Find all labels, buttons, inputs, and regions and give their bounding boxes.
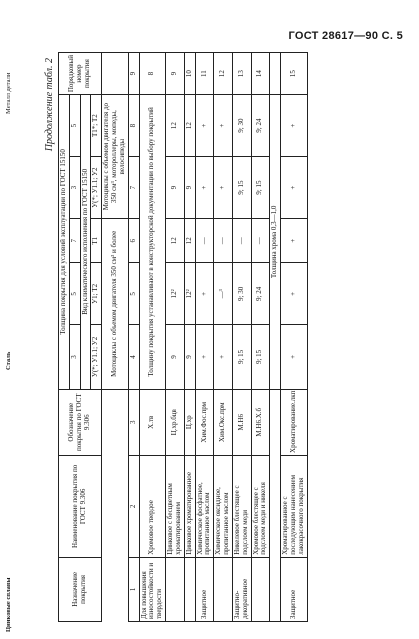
cell-name: Хромовое твердое — [139, 455, 165, 557]
header-condition-2: 5 — [69, 263, 80, 325]
table-row — [281, 53, 307, 622]
cell-purpose: Защитное — [281, 557, 307, 621]
col-number-7: 7 — [128, 157, 139, 219]
cell-row-number: 10 — [184, 53, 195, 95]
cell-name: Химическое фосфатное, пропитанное маслом — [195, 455, 214, 557]
col-number-9: 9 — [128, 53, 139, 95]
cell-value: — — [251, 219, 270, 263]
header-group-moto: Мотоциклы с объемом двигателя 350 см³ и более — [102, 219, 128, 389]
cell-value: —³ — [214, 263, 233, 325]
cell-value: 12 — [166, 219, 185, 263]
col-number-3: 3 — [128, 389, 139, 455]
cell-value: + — [214, 157, 233, 219]
cell-purpose — [251, 557, 270, 621]
cell-purpose — [166, 557, 185, 621]
cell-value: + — [281, 263, 307, 325]
cell-value: + — [195, 325, 214, 389]
cell-designation: Ц.хр.бцв — [166, 389, 185, 455]
cell-name: Химическое оксидное, пропитанное маслом — [214, 455, 233, 557]
header-condition-4: 3 — [69, 157, 80, 219]
cell-value: 9 — [184, 157, 195, 219]
col-number-1: 1 — [128, 557, 139, 621]
cell-span-note: Толщину покрытия устанавливают в конструкторской документации по выбору покрытий — [139, 95, 165, 389]
cell-value: 9; 30 — [232, 263, 251, 325]
cell-value: — — [232, 219, 251, 263]
header-climate-1: У(*; У1.1; У2 — [91, 325, 102, 389]
cell-value: + — [281, 219, 307, 263]
header-group-moped: Мотоциклы с объемом двигателя до 350 см³, мотороллеры, мопеды, велосипеды — [102, 95, 128, 219]
cell-row-number: 12 — [214, 53, 233, 95]
header-name: Наименование покрытия по ГОСТ 9.306 — [59, 455, 102, 557]
header-climate: Вид климатического исполнения по ГОСТ 15150 — [80, 95, 91, 389]
table-row — [251, 53, 270, 622]
page-header: ГОСТ 28617—90 С. 5 — [288, 30, 403, 42]
col-number-6: 6 — [128, 219, 139, 263]
cell-value: + — [214, 325, 233, 389]
cell-designation: Ц.хр — [184, 389, 195, 455]
cell-value: — — [195, 219, 214, 263]
cell-name: Никелевое блестящее с подслоем меди — [232, 455, 251, 557]
cell-designation: Хим.Фос.прм — [195, 389, 214, 455]
side-label-metal: Металл детали — [5, 72, 12, 114]
cell-designation: Х.тв — [139, 389, 165, 455]
col-number-8: 8 — [128, 95, 139, 157]
header-condition-3: 7 — [69, 219, 80, 263]
cell-purpose: Защитно-декоративное — [232, 557, 251, 621]
cell-value: + — [195, 157, 214, 219]
cell-name: Цинковое хроматированное — [184, 455, 195, 557]
header-condition-1: 3 — [69, 325, 80, 389]
cell-row-number: 8 — [139, 53, 165, 95]
header-climate-2: У1; Т2 — [91, 263, 102, 325]
cell-designation: Хим.Окс.прм — [214, 389, 233, 455]
cell-value: + — [281, 95, 307, 157]
cell-value: 9; 15 — [251, 157, 270, 219]
cell-value: 12² — [184, 263, 195, 325]
cell-designation: Хроматирование.лкп — [281, 389, 307, 455]
header-condition-5: 5 — [69, 95, 80, 157]
cell-name: Хромовое блестящее с подслоем меди и никеля — [251, 455, 270, 557]
cell-value: 9 — [166, 325, 185, 389]
cell-value: + — [195, 95, 214, 157]
table-row — [232, 53, 251, 622]
table-row — [166, 53, 185, 622]
cell-designation: М.Н6.Х.б — [251, 389, 270, 455]
cell-row-number: 11 — [195, 53, 214, 95]
cell-value: 9 — [184, 325, 195, 389]
header-climate-5: Т1*; Т2 — [91, 95, 102, 157]
cell-row-number: 14 — [251, 53, 270, 95]
cell-value: 9; 15 — [251, 325, 270, 389]
cell-value: 12 — [184, 219, 195, 263]
cell-span-note: Толщина хрома 0,3—1,0 — [270, 95, 281, 389]
header-row-number: Порядковый номер покрытия — [59, 53, 102, 95]
side-label-zinc: Цинковые сплавы — [5, 577, 12, 632]
col-number-5: 5 — [128, 263, 139, 325]
header-purpose: Назначение покрытия — [59, 557, 102, 621]
cell-row-number: 15 — [281, 53, 307, 95]
cell-value: + — [281, 157, 307, 219]
cell-value: — — [214, 219, 233, 263]
cell-value: 9; 30 — [232, 95, 251, 157]
col-number-4: 4 — [128, 325, 139, 389]
table-row — [139, 53, 165, 622]
cell-value: 12 — [184, 95, 195, 157]
header-designation: Обозначение покрытия по ГОСТ 9.306 — [59, 389, 102, 455]
cell-value: 9 — [166, 157, 185, 219]
cell-value: 9; 24 — [251, 263, 270, 325]
cell-purpose — [184, 557, 195, 621]
cell-designation: М.Н6 — [232, 389, 251, 455]
cell-value: 9; 15 — [232, 325, 251, 389]
coating-table — [58, 52, 308, 622]
cell-value: + — [281, 325, 307, 389]
cell-row-number: 9 — [166, 53, 185, 95]
table-row — [270, 53, 281, 622]
cell-purpose: Защитное — [195, 557, 214, 621]
cell-row-number: 13 — [232, 53, 251, 95]
table-row — [195, 53, 214, 622]
side-label-steel: Сталь — [5, 351, 12, 370]
cell-name: Хроматированное с последующим нанесением лакокрасочного покрытия — [281, 455, 307, 557]
cell-value: 9; 24 — [251, 95, 270, 157]
side-label-column — [2, 30, 18, 630]
table-row — [214, 53, 233, 622]
header-climate-3: Т1 — [91, 219, 102, 263]
rotated-table-area — [44, 52, 376, 622]
cell-purpose — [214, 557, 233, 621]
cell-purpose: Для повышения износостойкости и твердости — [139, 557, 165, 621]
cell-value: + — [214, 95, 233, 157]
col-number-2: 2 — [128, 455, 139, 557]
cell-value: 12 — [166, 95, 185, 157]
table-row — [184, 53, 195, 622]
table-continuation-caption: Продолжение табл. 2 — [44, 58, 55, 152]
header-climate-4: У(*; У1.1; У2 — [91, 157, 102, 219]
cell-value: + — [195, 263, 214, 325]
cell-value: 12² — [166, 263, 185, 325]
cell-name: Цинковое с бесцветным хроматированием — [166, 455, 185, 557]
cell-value: 9; 15 — [232, 157, 251, 219]
header-thickness: Толщина покрытия для условий эксплуатации по ГОСТ 15150 — [59, 95, 70, 389]
